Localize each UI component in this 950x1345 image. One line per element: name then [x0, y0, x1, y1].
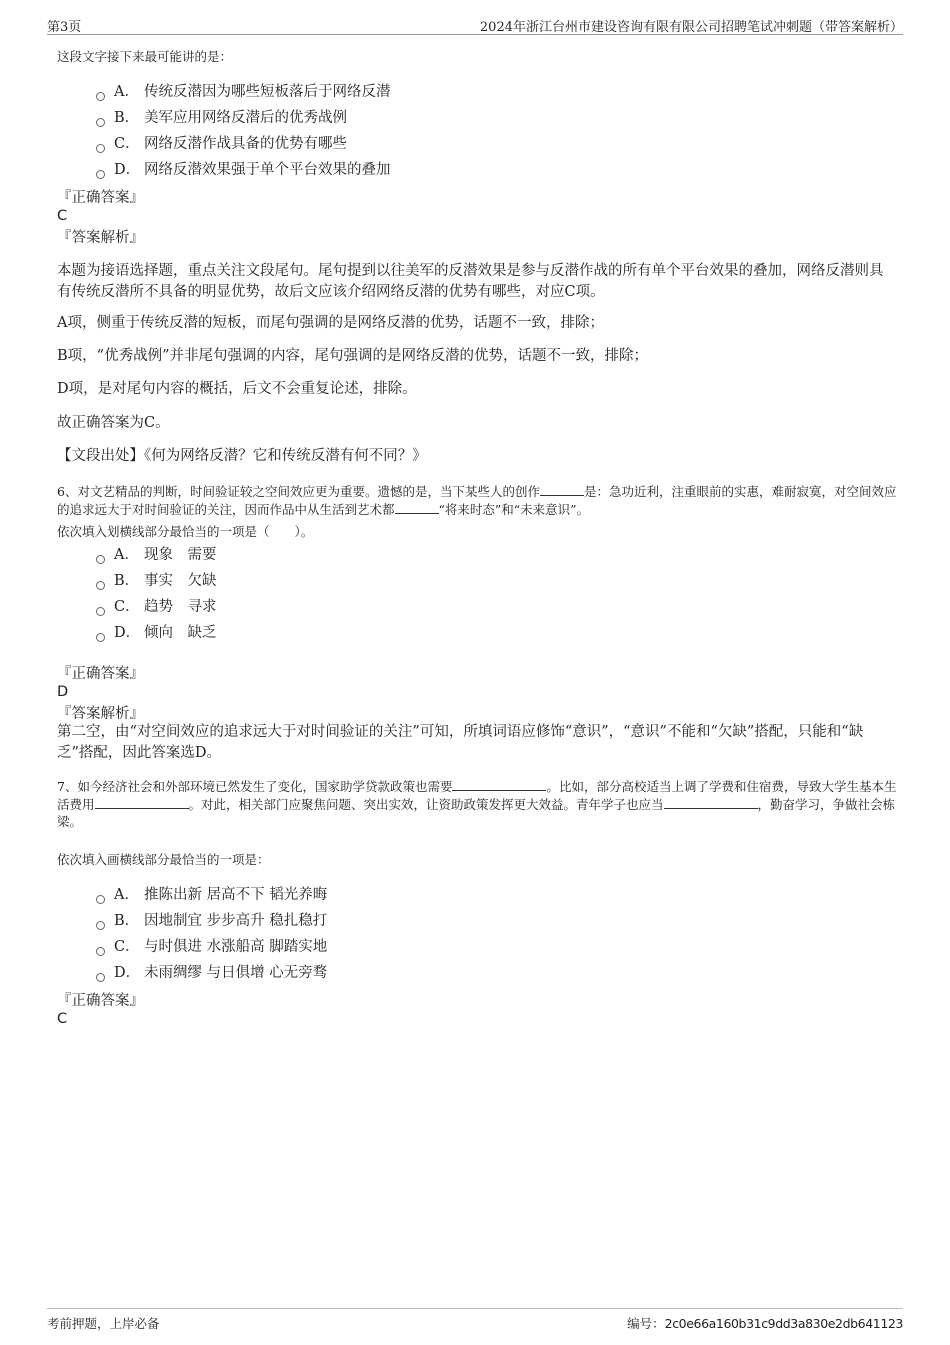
radio-icon[interactable] — [96, 144, 105, 153]
page-footer — [47, 1308, 903, 1336]
q5-analysis-p2: A项，侧重于传统反潜的短板，而尾句强调的是网络反潜的优势，话题不一致，排除； — [57, 315, 604, 331]
q7-answer: C — [57, 1011, 68, 1027]
footer-slogan: 考前押题，上岸必备 — [47, 1316, 160, 1331]
radio-icon[interactable] — [96, 947, 105, 956]
q6-option-a[interactable]: A． 现象 需要 — [96, 542, 217, 568]
q7-option-b[interactable]: B． 因地制宜 步步高升 稳扎稳打 — [96, 908, 327, 934]
q5-analysis-p5: 故正确答案为C。 — [57, 415, 170, 431]
radio-icon[interactable] — [96, 170, 105, 179]
q5-stem: 这段文字接下来最可能讲的是： — [57, 49, 233, 64]
radio-icon[interactable] — [96, 607, 105, 616]
radio-icon[interactable] — [96, 555, 105, 564]
q5-option-a[interactable]: A． 传统反潜因为哪些短板落后于网络反潜 — [96, 79, 391, 105]
q7-answer-label: 『正确答案』 — [57, 993, 144, 1009]
q6-option-d[interactable]: D． 倾向 缺乏 — [96, 620, 217, 646]
radio-icon[interactable] — [96, 921, 105, 930]
q5-answer-label: 『正确答案』 — [57, 190, 144, 206]
q6-option-b[interactable]: B． 事实 欠缺 — [96, 568, 217, 594]
q6-answer-label: 『正确答案』 — [57, 666, 144, 682]
radio-icon[interactable] — [96, 118, 105, 127]
blank — [95, 796, 189, 809]
q5-option-b[interactable]: B． 美军应用网络反潜后的优秀战例 — [96, 105, 347, 131]
q7-option-c[interactable]: C． 与时俱进 水涨船高 脚踏实地 — [96, 934, 327, 960]
page-number: 第3页 — [47, 20, 82, 35]
blank — [664, 796, 758, 809]
q7-stem: 7、如今经济社会和外部环境已然发生了变化，国家助学贷款政策也需要 。比如，部分高校适当上调了学费和住宿费，导致大学生基本生活费用 。对此，相关部门应聚焦问题、突出实效，让资助政策发挥更大效益。青年学子也应当 ，勤奋学习，争做社会栋梁。 — [57, 779, 897, 829]
q5-analysis-p3: B项，“优秀战例”并非尾句强调的内容，尾句强调的是网络反潜的优势，话题不一致，排除； — [57, 348, 648, 364]
q6-answer: D — [57, 684, 69, 700]
document-title: 2024年浙江台州市建设咨询有限有限公司招聘笔试冲刺题（带答案解析） — [479, 20, 903, 35]
q5-option-c[interactable]: C． 网络反潜作战具备的优势有哪些 — [96, 131, 347, 157]
q6-analysis: 第二空，由“对空间效应的追求远大于对时间验证的关注”可知，所填词语应修饰“意识”，“意识”不能和“欠缺”搭配，只能和“缺乏”搭配，因此答案选D。 — [57, 724, 864, 761]
q5-source: 【文段出处】《何为网络反潜？它和传统反潜有何不同？》 — [57, 448, 427, 464]
q5-analysis-label: 『答案解析』 — [57, 230, 144, 246]
radio-icon[interactable] — [96, 633, 105, 642]
radio-icon[interactable] — [96, 581, 105, 590]
q6-analysis-label: 『答案解析』 — [57, 706, 144, 722]
q7-option-d[interactable]: D． 未雨绸缪 与日俱增 心无旁骛 — [96, 960, 327, 986]
radio-icon[interactable] — [96, 973, 105, 982]
radio-icon[interactable] — [96, 895, 105, 904]
q5-analysis-p1: 本题为接语选择题，重点关注文段尾句。尾句提到以往美军的反潜效果是参与反潜作战的所有单个平台效果的叠加，网络反潜则具有传统反潜所不具备的明显优势，故后文应该介绍网络反潜的优势有哪些，对应C项。 — [57, 263, 884, 300]
q7-option-a[interactable]: A． 推陈出新 居高不下 韬光养晦 — [96, 882, 327, 908]
q6-option-c[interactable]: C． 趋势 寻求 — [96, 594, 217, 620]
blank — [395, 501, 439, 514]
q6-stem: 6、对文艺精品的判断，时间验证较之空间效应更为重要。遗憾的是，当下某些人的创作 是：急功近利，注重眼前的实惠，难耐寂寞，对空间效应的追求远大于对时间验证的关注，因而作品中从生活到艺术都 “将来时态”和“未来意识”。 — [57, 484, 897, 517]
page-header — [47, 14, 903, 35]
blank — [452, 778, 546, 791]
q5-option-d[interactable]: D． 网络反潜效果强于单个平台效果的叠加 — [96, 157, 391, 183]
document-code: 编号：2c0e66a160b31c9dd3a830e2db641123 — [627, 1316, 903, 1331]
radio-icon[interactable] — [96, 92, 105, 101]
q5-analysis-p4: D项，是对尾句内容的概括，后文不会重复论述，排除。 — [57, 381, 417, 397]
blank — [540, 483, 584, 496]
q6-prompt: 依次填入划横线部分最恰当的一项是（ ）。 — [57, 524, 314, 539]
q7-prompt: 依次填入画横线部分最恰当的一项是： — [57, 852, 270, 867]
q5-answer: C — [57, 208, 68, 224]
